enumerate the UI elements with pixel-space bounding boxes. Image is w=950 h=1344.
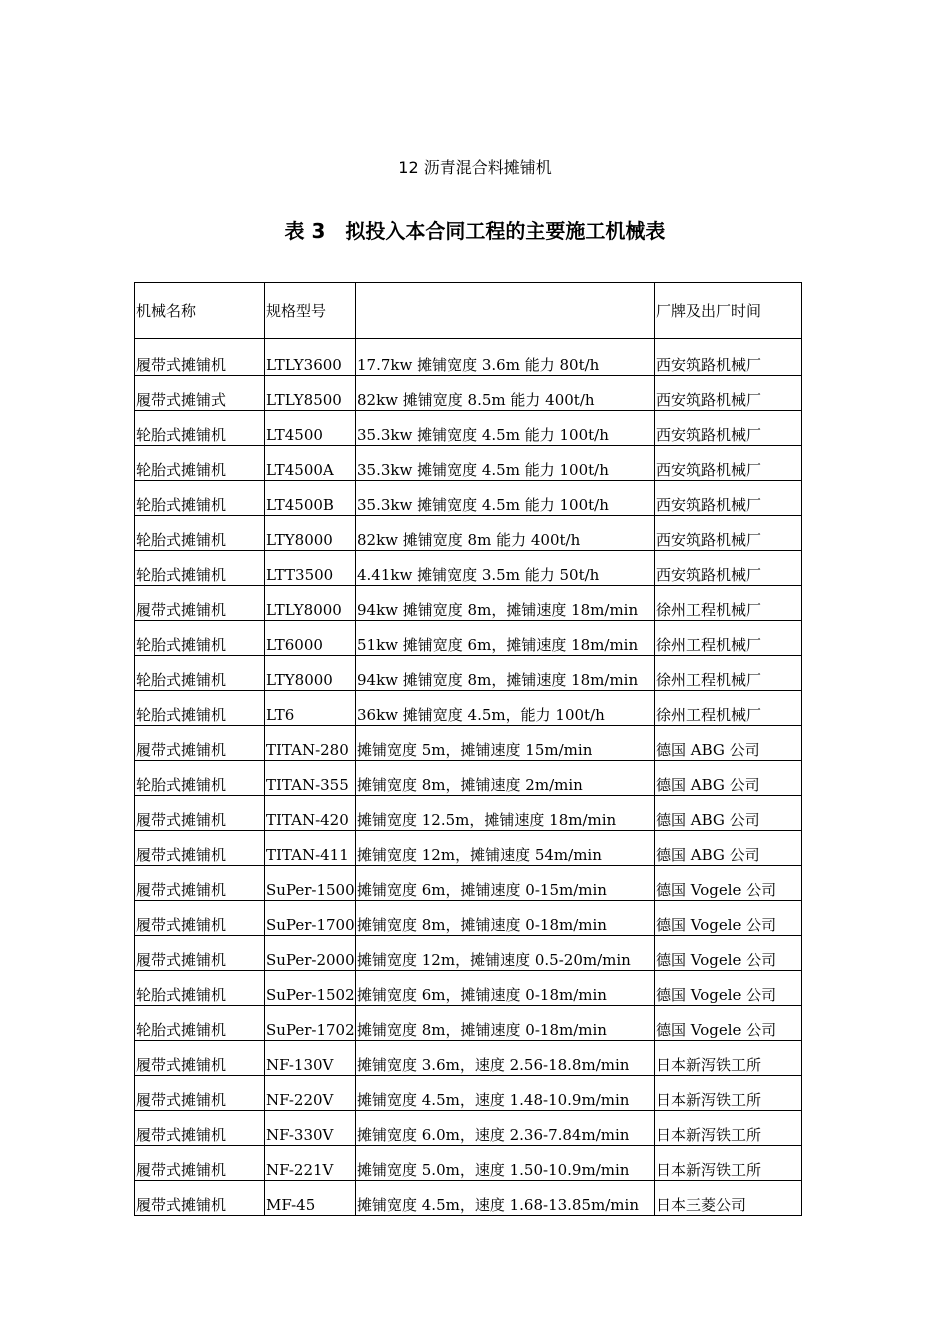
cell-manufacturer: 西安筑路机械厂 xyxy=(655,551,802,586)
cell-manufacturer: 德国 Vogele 公司 xyxy=(655,1006,802,1041)
cell-machine-name: 履带式摊铺机 xyxy=(135,1146,265,1181)
cell-model: LTLY3600 xyxy=(265,339,356,376)
cell-model: TITAN-280 xyxy=(265,726,356,761)
cell-spec: 摊铺宽度 4.5m，速度 1.48-10.9m/min xyxy=(356,1076,655,1111)
cell-machine-name: 轮胎式摊铺机 xyxy=(135,971,265,1006)
cell-spec: 摊铺宽度 4.5m，速度 1.68-13.85m/min xyxy=(356,1181,655,1216)
cell-machine-name: 轮胎式摊铺机 xyxy=(135,481,265,516)
cell-spec: 82kw 摊铺宽度 8.5m 能力 400t/h xyxy=(356,376,655,411)
cell-model: TITAN-420 xyxy=(265,796,356,831)
cell-model: LTY8000 xyxy=(265,656,356,691)
cell-model: TITAN-411 xyxy=(265,831,356,866)
cell-model: TITAN-355 xyxy=(265,761,356,796)
cell-machine-name: 履带式摊铺机 xyxy=(135,1111,265,1146)
cell-spec: 摊铺宽度 6m，摊铺速度 0-15m/min xyxy=(356,866,655,901)
machinery-table-body xyxy=(135,283,802,1216)
cell-machine-name: 履带式摊铺机 xyxy=(135,1076,265,1111)
cell-machine-name: 轮胎式摊铺机 xyxy=(135,516,265,551)
table-row xyxy=(135,551,802,586)
cell-manufacturer: 德国 ABG 公司 xyxy=(655,726,802,761)
cell-machine-name: 履带式摊铺机 xyxy=(135,866,265,901)
cell-model: LT4500B xyxy=(265,481,356,516)
cell-machine-name: 轮胎式摊铺机 xyxy=(135,621,265,656)
table-row xyxy=(135,866,802,901)
cell-model: LT4500 xyxy=(265,411,356,446)
cell-machine-name: 轮胎式摊铺机 xyxy=(135,411,265,446)
cell-model: LT6 xyxy=(265,691,356,726)
cell-manufacturer: 德国 Vogele 公司 xyxy=(655,866,802,901)
table-row xyxy=(135,656,802,691)
cell-manufacturer: 德国 Vogele 公司 xyxy=(655,936,802,971)
cell-spec: 82kw 摊铺宽度 8m 能力 400t/h xyxy=(356,516,655,551)
cell-model: SuPer-1500 xyxy=(265,866,356,901)
cell-spec: 摊铺宽度 5m，摊铺速度 15m/min xyxy=(356,726,655,761)
cell-spec: 摊铺宽度 5.0m，速度 1.50-10.9m/min xyxy=(356,1146,655,1181)
cell-manufacturer: 西安筑路机械厂 xyxy=(655,376,802,411)
header-spec xyxy=(356,283,655,339)
cell-manufacturer: 德国 Vogele 公司 xyxy=(655,901,802,936)
table-row xyxy=(135,446,802,481)
cell-machine-name: 轮胎式摊铺机 xyxy=(135,691,265,726)
cell-machine-name: 履带式摊铺机 xyxy=(135,586,265,621)
table-row xyxy=(135,1076,802,1111)
cell-model: LTY8000 xyxy=(265,516,356,551)
cell-manufacturer: 日本新泻铁工所 xyxy=(655,1111,802,1146)
cell-spec: 摊铺宽度 8m，摊铺速度 0-18m/min xyxy=(356,1006,655,1041)
cell-manufacturer: 徐州工程机械厂 xyxy=(655,656,802,691)
table-row xyxy=(135,621,802,656)
cell-manufacturer: 徐州工程机械厂 xyxy=(655,691,802,726)
cell-model: SuPer-1700 xyxy=(265,901,356,936)
cell-spec: 4.41kw 摊铺宽度 3.5m 能力 50t/h xyxy=(356,551,655,586)
cell-spec: 35.3kw 摊铺宽度 4.5m 能力 100t/h xyxy=(356,481,655,516)
cell-model: SuPer-2000 xyxy=(265,936,356,971)
cell-manufacturer: 日本新泻铁工所 xyxy=(655,1041,802,1076)
table-row xyxy=(135,516,802,551)
cell-model: LTT3500 xyxy=(265,551,356,586)
cell-manufacturer: 德国 ABG 公司 xyxy=(655,761,802,796)
cell-manufacturer: 西安筑路机械厂 xyxy=(655,516,802,551)
table-row xyxy=(135,481,802,516)
cell-machine-name: 轮胎式摊铺机 xyxy=(135,446,265,481)
cell-manufacturer: 西安筑路机械厂 xyxy=(655,446,802,481)
cell-spec: 摊铺宽度 8m，摊铺速度 2m/min xyxy=(356,761,655,796)
cell-manufacturer: 德国 ABG 公司 xyxy=(655,796,802,831)
cell-machine-name: 轮胎式摊铺机 xyxy=(135,1006,265,1041)
cell-spec: 35.3kw 摊铺宽度 4.5m 能力 100t/h xyxy=(356,446,655,481)
header-model: 规格型号 xyxy=(265,283,356,339)
table-row xyxy=(135,796,802,831)
cell-manufacturer: 德国 ABG 公司 xyxy=(655,831,802,866)
cell-machine-name: 轮胎式摊铺机 xyxy=(135,761,265,796)
cell-model: NF-330V xyxy=(265,1111,356,1146)
table-title: 表 3 拟投入本合同工程的主要施工机械表 xyxy=(284,219,666,243)
cell-spec: 36kw 摊铺宽度 4.5m，能力 100t/h xyxy=(356,691,655,726)
cell-model: SuPer-1502 xyxy=(265,971,356,1006)
cell-spec: 摊铺宽度 12.5m，摊铺速度 18m/min xyxy=(356,796,655,831)
cell-spec: 35.3kw 摊铺宽度 4.5m 能力 100t/h xyxy=(356,411,655,446)
cell-spec: 94kw 摊铺宽度 8m，摊铺速度 18m/min xyxy=(356,656,655,691)
cell-machine-name: 履带式摊铺机 xyxy=(135,1181,265,1216)
cell-model: SuPer-1702 xyxy=(265,1006,356,1041)
table-row xyxy=(135,1181,802,1216)
cell-model: MF-45 xyxy=(265,1181,356,1216)
table-row xyxy=(135,761,802,796)
cell-machine-name: 履带式摊铺式 xyxy=(135,376,265,411)
section-heading: 12 沥青混合料摊铺机 xyxy=(398,158,552,177)
cell-model: NF-130V xyxy=(265,1041,356,1076)
cell-manufacturer: 德国 Vogele 公司 xyxy=(655,971,802,1006)
cell-manufacturer: 西安筑路机械厂 xyxy=(655,339,802,376)
table-row xyxy=(135,971,802,1006)
table-header-row xyxy=(135,283,802,339)
machinery-table xyxy=(134,282,802,1216)
cell-model: LTLY8500 xyxy=(265,376,356,411)
cell-manufacturer: 日本三菱公司 xyxy=(655,1181,802,1216)
cell-spec: 摊铺宽度 12m，摊铺速度 54m/min xyxy=(356,831,655,866)
cell-spec: 摊铺宽度 3.6m，速度 2.56-18.8m/min xyxy=(356,1041,655,1076)
cell-machine-name: 轮胎式摊铺机 xyxy=(135,551,265,586)
cell-manufacturer: 日本新泻铁工所 xyxy=(655,1146,802,1181)
cell-model: LT6000 xyxy=(265,621,356,656)
cell-spec: 摊铺宽度 6.0m，速度 2.36-7.84m/min xyxy=(356,1111,655,1146)
table-row xyxy=(135,726,802,761)
cell-spec: 摊铺宽度 6m，摊铺速度 0-18m/min xyxy=(356,971,655,1006)
table-row xyxy=(135,1146,802,1181)
cell-machine-name: 履带式摊铺机 xyxy=(135,726,265,761)
table-row xyxy=(135,691,802,726)
cell-manufacturer: 徐州工程机械厂 xyxy=(655,586,802,621)
table-row xyxy=(135,376,802,411)
cell-manufacturer: 徐州工程机械厂 xyxy=(655,621,802,656)
cell-model: LTLY8000 xyxy=(265,586,356,621)
table-row xyxy=(135,936,802,971)
cell-spec: 摊铺宽度 12m，摊铺速度 0.5-20m/min xyxy=(356,936,655,971)
cell-machine-name: 履带式摊铺机 xyxy=(135,1041,265,1076)
table-row xyxy=(135,1006,802,1041)
cell-manufacturer: 日本新泻铁工所 xyxy=(655,1076,802,1111)
cell-spec: 94kw 摊铺宽度 8m，摊铺速度 18m/min xyxy=(356,586,655,621)
table-row xyxy=(135,411,802,446)
table-row xyxy=(135,1041,802,1076)
table-row xyxy=(135,901,802,936)
cell-machine-name: 轮胎式摊铺机 xyxy=(135,656,265,691)
header-machine-name: 机械名称 xyxy=(135,283,265,339)
table-row xyxy=(135,586,802,621)
cell-machine-name: 履带式摊铺机 xyxy=(135,936,265,971)
cell-spec: 摊铺宽度 8m，摊铺速度 0-18m/min xyxy=(356,901,655,936)
header-manufacturer: 厂牌及出厂时间 xyxy=(655,283,802,339)
cell-model: LT4500A xyxy=(265,446,356,481)
table-row xyxy=(135,831,802,866)
cell-manufacturer: 西安筑路机械厂 xyxy=(655,481,802,516)
cell-model: NF-221V xyxy=(265,1146,356,1181)
table-row xyxy=(135,1111,802,1146)
cell-machine-name: 履带式摊铺机 xyxy=(135,901,265,936)
cell-machine-name: 履带式摊铺机 xyxy=(135,831,265,866)
cell-model: NF-220V xyxy=(265,1076,356,1111)
cell-spec: 51kw 摊铺宽度 6m，摊铺速度 18m/min xyxy=(356,621,655,656)
cell-spec: 17.7kw 摊铺宽度 3.6m 能力 80t/h xyxy=(356,339,655,376)
cell-machine-name: 履带式摊铺机 xyxy=(135,796,265,831)
cell-machine-name: 履带式摊铺机 xyxy=(135,339,265,376)
cell-manufacturer: 西安筑路机械厂 xyxy=(655,411,802,446)
table-row xyxy=(135,339,802,376)
